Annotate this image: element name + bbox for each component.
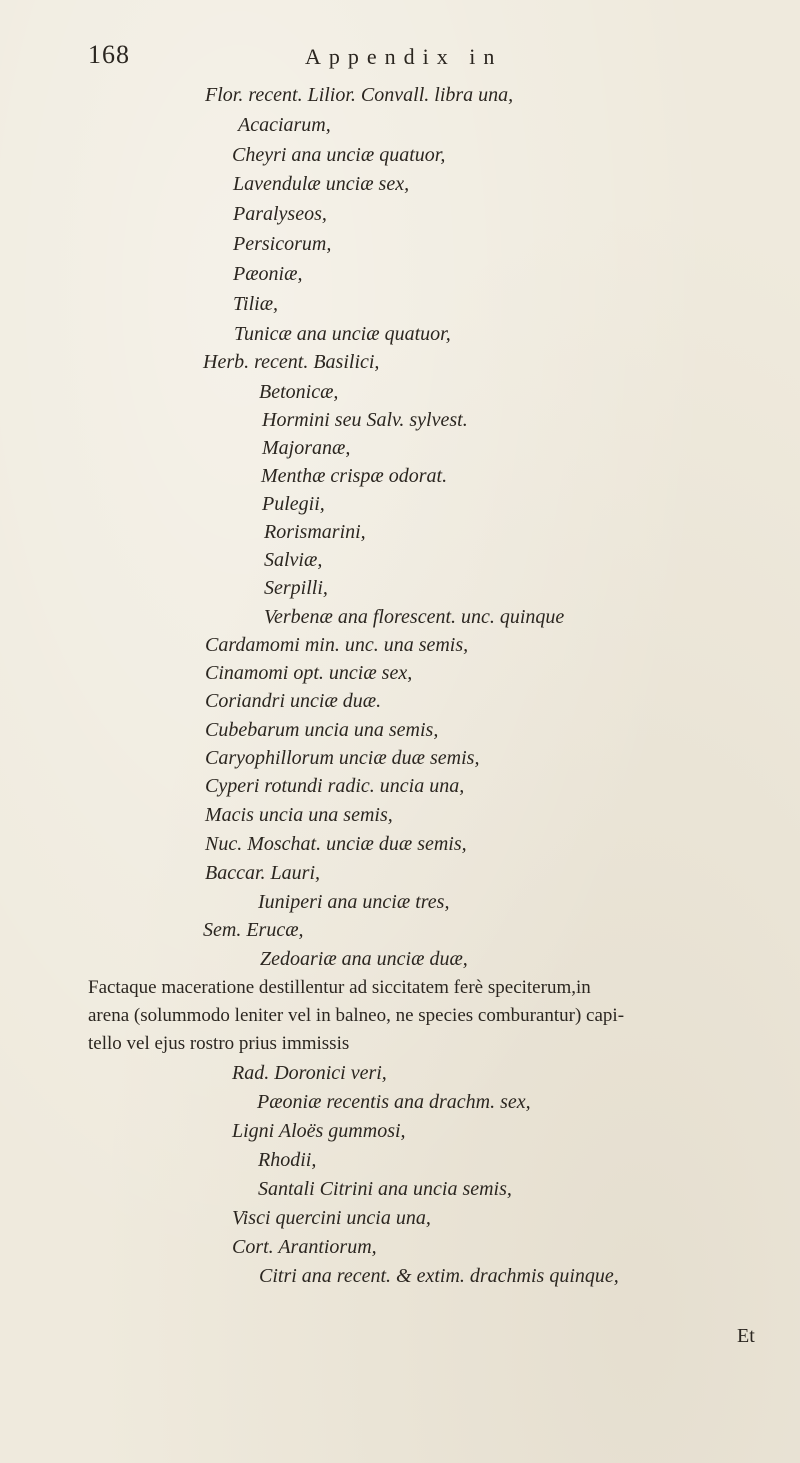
text-line: Lavendulæ unciæ sex, — [233, 173, 410, 195]
text-line: Betonicæ, — [259, 381, 339, 403]
text-line: Tunicæ ana unciæ quatuor, — [234, 323, 451, 345]
text-line: Salviæ, — [264, 549, 323, 571]
text-line: Acaciarum, — [238, 114, 331, 136]
catchword: Et — [737, 1325, 755, 1347]
text-line: Citri ana recent. & extim. drachmis quinque, — [259, 1265, 619, 1287]
text-line: Menthæ crispæ odorat. — [261, 465, 448, 487]
text-line: Zedoariæ ana unciæ duæ, — [260, 948, 468, 970]
text-line: Coriandri unciæ duæ. — [205, 690, 382, 712]
text-line: Flor. recent. Lilior. Convall. libra una, — [205, 84, 514, 106]
text-line: Cinamomi opt. unciæ sex, — [205, 662, 413, 684]
text-line: Pulegii, — [262, 493, 325, 515]
text-line: Sem. Erucæ, — [203, 919, 304, 941]
text-line: Baccar. Lauri, — [205, 862, 320, 884]
text-line: Pæoniæ recentis ana drachm. sex, — [257, 1091, 531, 1113]
text-line: Santali Citrini ana uncia semis, — [258, 1178, 512, 1200]
text-line: Macis uncia una semis, — [205, 804, 393, 826]
text-line: Cubebarum uncia una semis, — [205, 719, 439, 741]
text-line: Ligni Aloës gummosi, — [232, 1120, 406, 1142]
text-line: Cardamomi min. unc. una semis, — [205, 634, 469, 656]
text-line: Factaque maceratione destillentur ad siccitatem ferè speciterum,in — [88, 977, 591, 998]
running-title: Appendix in — [305, 44, 503, 69]
text-line: Cort. Arantiorum, — [232, 1236, 377, 1258]
text-line: Iuniperi ana unciæ tres, — [258, 891, 450, 913]
text-line: Hormini seu Salv. sylvest. — [262, 409, 468, 431]
text-line: Verbenæ ana florescent. unc. quinque — [264, 606, 565, 628]
page-number: 168 — [88, 40, 130, 69]
text-line: Herb. recent. Basilici, — [203, 351, 380, 373]
text-line: Majoranæ, — [262, 437, 351, 459]
text-line: Pæoniæ, — [233, 263, 303, 285]
text-line: Visci quercini uncia una, — [232, 1207, 431, 1229]
text-line: Rad. Doronici veri, — [232, 1062, 387, 1084]
text-line: Nuc. Moschat. unciæ duæ semis, — [205, 833, 467, 855]
text-line: arena (solummodo leniter vel in balneo, ne species comburantur) capi- — [88, 1005, 625, 1026]
text-line: Serpilli, — [264, 577, 328, 599]
text-line: Cheyri ana unciæ quatuor, — [232, 144, 446, 166]
text-line: Rhodii, — [258, 1149, 317, 1171]
text-line: Persicorum, — [233, 233, 332, 255]
text-line: Tiliæ, — [233, 293, 279, 315]
text-line: tello vel ejus rostro prius immissis — [88, 1033, 350, 1054]
page-header — [0, 38, 800, 78]
text-line: Rorismarini, — [264, 521, 366, 543]
text-line: Cyperi rotundi radic. uncia una, — [205, 775, 465, 797]
text-line: Caryophillorum unciæ duæ semis, — [205, 747, 480, 769]
text-line: Paralyseos, — [233, 203, 327, 225]
